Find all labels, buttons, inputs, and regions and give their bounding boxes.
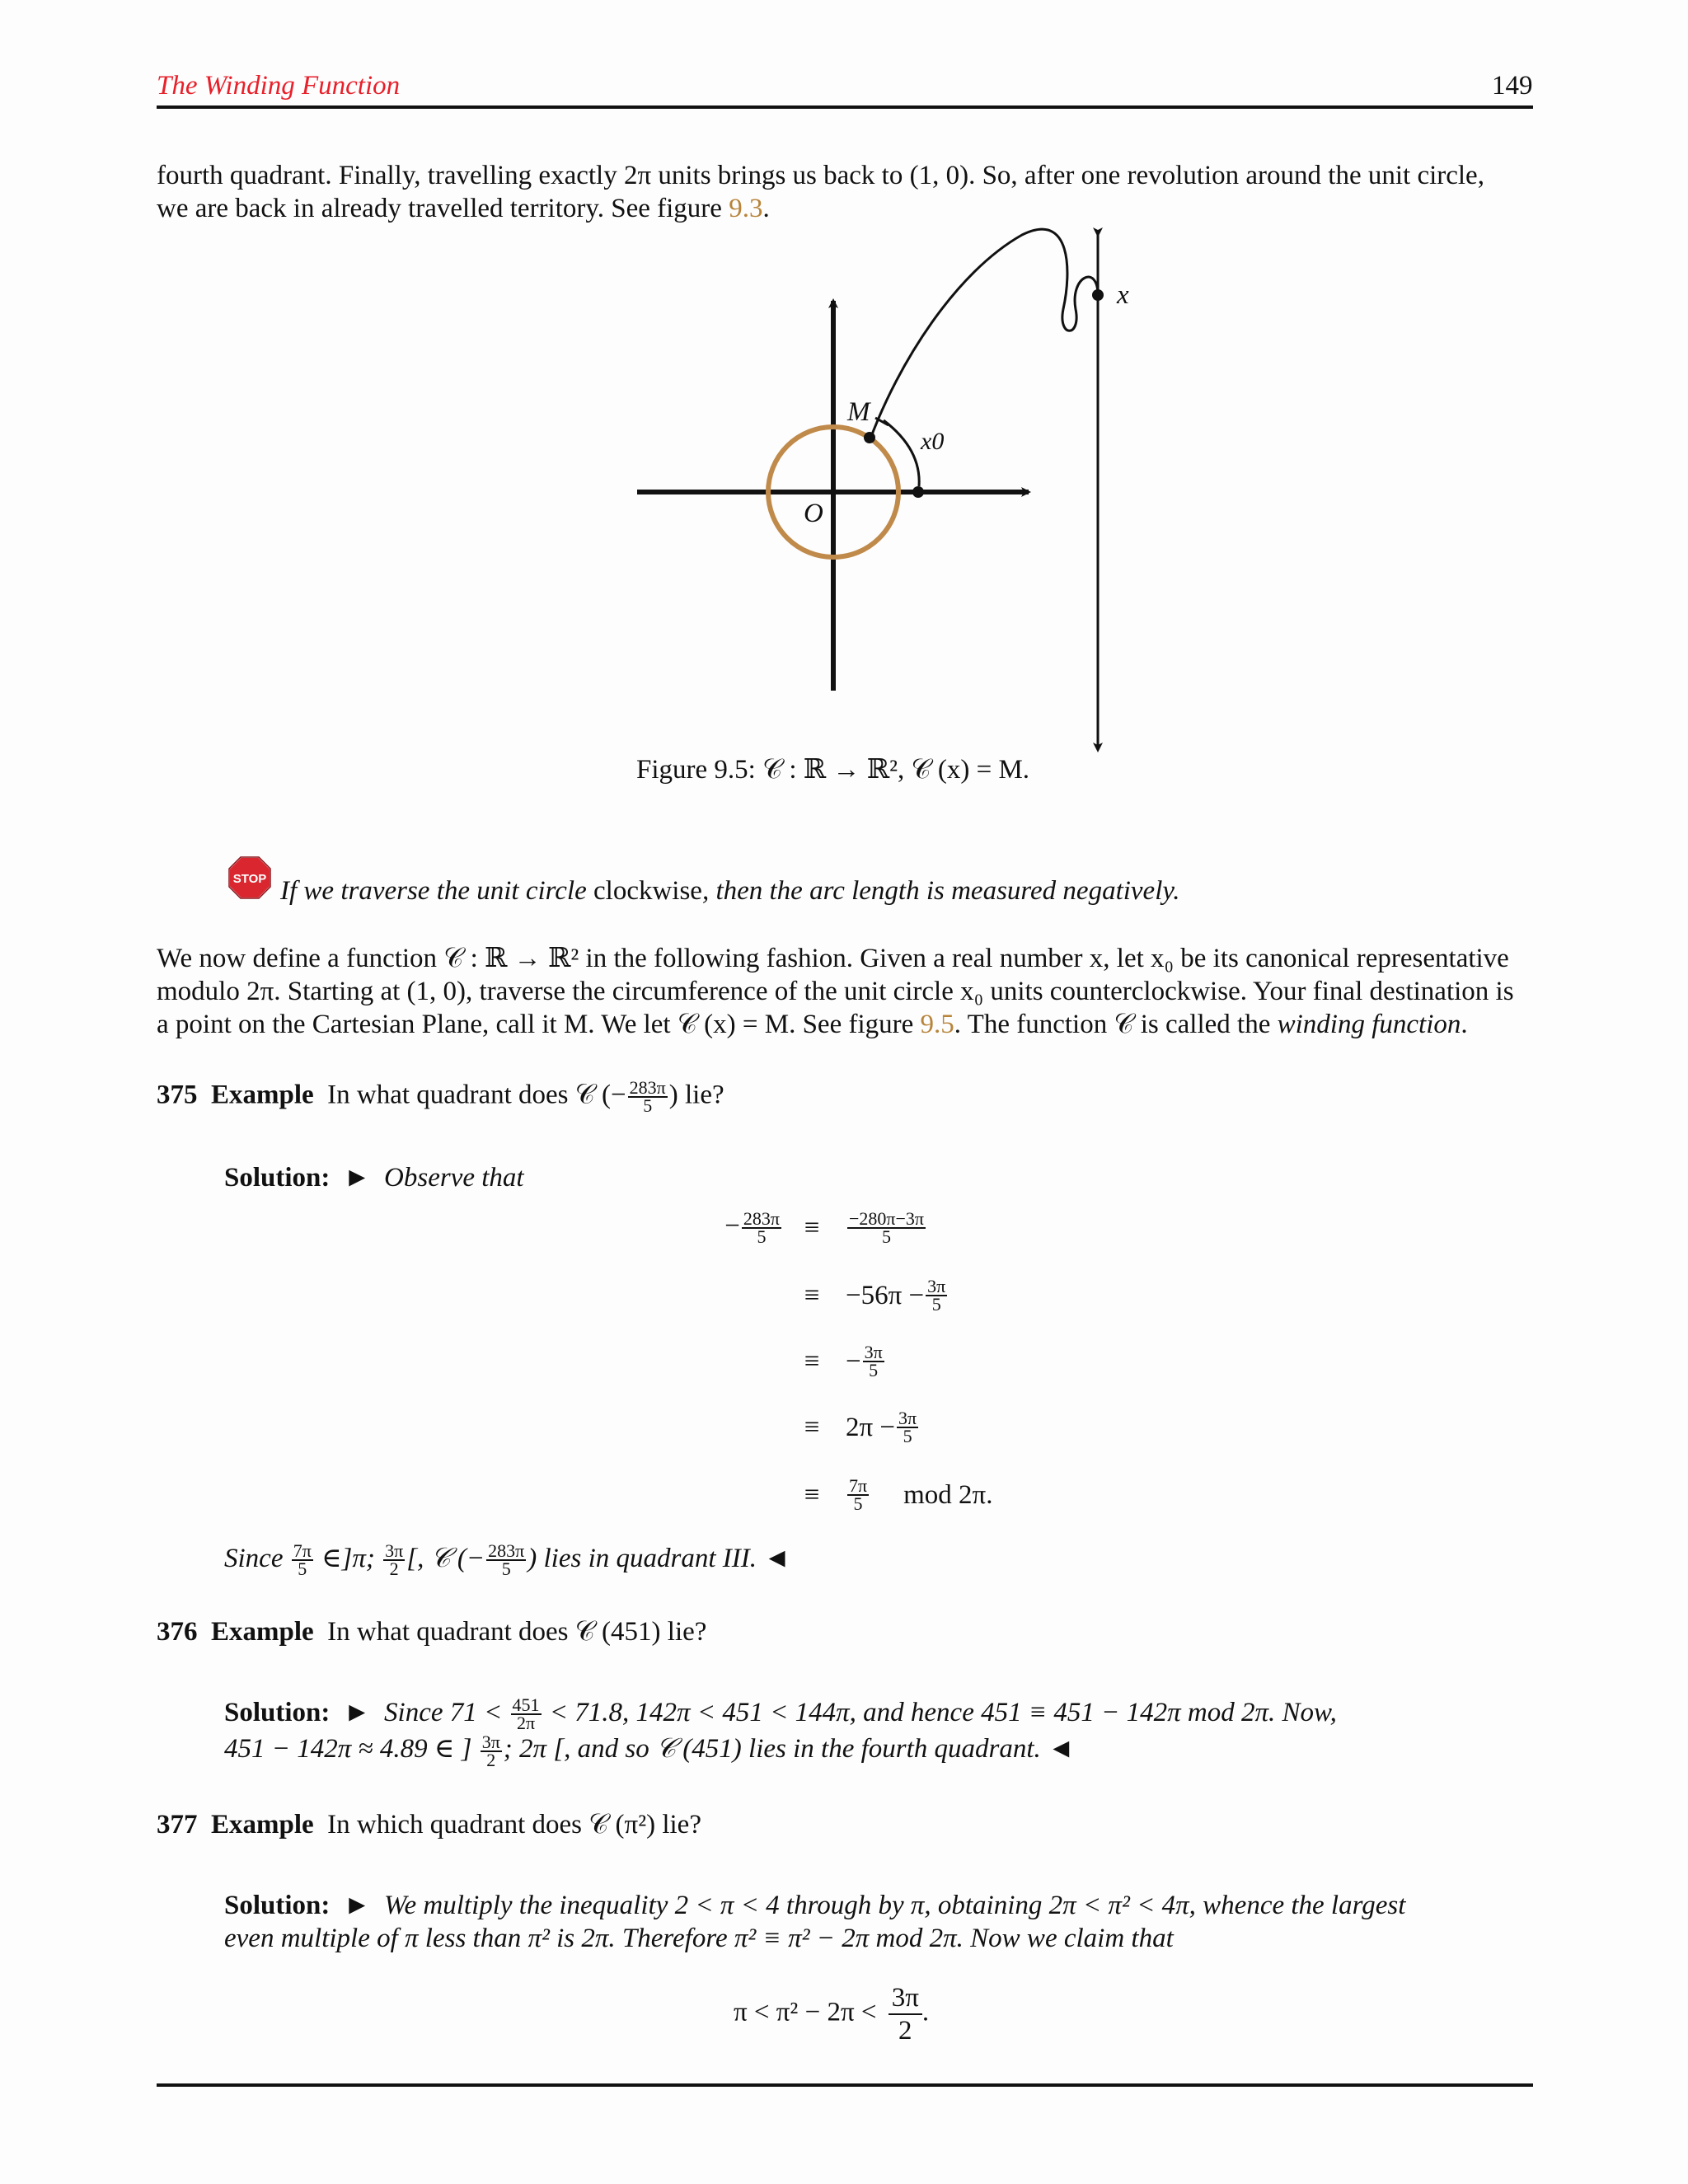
example-377-solution: Solution: ► We multiply the inequality 2 < π < 4 through by π, obtaining 2π < π² < 4π, whence the largest even multiple of π less than π² is 2π. Therefore π² ≡ π² − 2π mod 2π. Now we claim that xyxy=(224,1891,1406,1953)
example-376-solution: Solution: ► Since 71 < $\frac{451}{2\pi}$ < 71.8, 142π < 451 < 144π, and hence 451 ≡ 451 − 142π mod 2π. Now, 451 − 142π ≈ 4.89 ∈ ] $\frac{3\pi}{2}$ ; 2π [, and so 𝒞 (451) lies in the fourth quadrant. ◄ xyxy=(224,1694,1337,1770)
figure-caption: Figure 9.5: 𝒞 : ℝ → ℝ², 𝒞 (x) = M. xyxy=(636,755,1030,785)
x0-arc xyxy=(884,420,919,486)
equivalence-row: ≡ 2π − $\frac{3\pi}{5}$ xyxy=(804,1408,917,1446)
label-x: x xyxy=(1117,280,1129,310)
example-376-heading: 376 Example In what quadrant does 𝒞 (451) lie? xyxy=(157,1617,707,1647)
label-M: M xyxy=(847,397,870,427)
header-rule xyxy=(157,105,1533,109)
wrapping-curve xyxy=(870,229,1098,441)
definition-line-2: modulo 2π. Starting at (1, 0), traverse the circumference of the unit circle x₀ units counterclockwise. Your final destination is xyxy=(157,977,1514,1006)
definition-line-3: a point on the Cartesian Plane, call it M. We let 𝒞 (x) = M. See figure 9.5. The function 𝒞 is called the winding function. xyxy=(157,1010,1468,1039)
point-start xyxy=(912,486,924,498)
figure-link-9-3[interactable]: 9.3 xyxy=(729,194,763,223)
intro-line-1: fourth quadrant. Finally, travelling exactly 2π units brings us back to (1, 0). So, after one revolution around the unit circle, xyxy=(157,161,1484,190)
example-377-display-inequality: π < π² − 2π < $\frac{3\pi}{2}$ . xyxy=(734,1983,930,2046)
winding-function-figure xyxy=(626,218,1187,762)
page-number: 149 xyxy=(1492,71,1533,101)
example-375-conclusion: Since $\frac{7\pi}{5}$ ∈]π; $\frac{3\pi}{2}$ [, 𝒞 (− $\frac{283\pi}{5}$ ) lies in quadrant III. ◄ xyxy=(224,1540,790,1580)
svg-text:STOP: STOP xyxy=(232,872,267,886)
intro-paragraph xyxy=(157,159,1541,225)
definition-paragraph xyxy=(157,942,1541,1041)
running-title: The Winding Function xyxy=(157,71,401,101)
point-x xyxy=(1092,289,1104,301)
footer-rule xyxy=(157,2083,1533,2087)
stop-note: If we traverse the unit circle clockwise, then the arc length is measured negatively. xyxy=(280,876,1180,906)
equivalence-row: − $\frac{283\pi}{5}$ ≡ $\frac{-280\pi-3\pi}{5}$ xyxy=(724,1208,925,1247)
equivalence-row: ≡ − $\frac{3\pi}{5}$ xyxy=(804,1342,883,1380)
example-377-heading: 377 Example In which quadrant does 𝒞 (π²) lie? xyxy=(157,1810,701,1840)
label-x0: x0 xyxy=(921,428,945,455)
intro-line-2: we are back in already travelled territory. See figure 9.3. xyxy=(157,194,770,223)
example-375-heading: 375 Example In what quadrant does 𝒞 (− $\frac{283\pi}{5}$ ) lie? xyxy=(157,1077,724,1116)
stop-sign-icon xyxy=(227,855,272,900)
point-M xyxy=(864,432,875,443)
equivalence-row: ≡ −56π − $\frac{3\pi}{5}$ xyxy=(804,1276,946,1315)
label-O: O xyxy=(804,499,823,528)
example-375-solution-intro: Solution: ► Observe that xyxy=(224,1163,524,1193)
figure-link-9-5[interactable]: 9.5 xyxy=(920,1010,954,1039)
equivalence-row: ≡ $\frac{7\pi}{5}$ mod 2π. xyxy=(804,1475,993,1514)
definition-line-1: We now define a function 𝒞 : ℝ → ℝ² in the following fashion. Given a real number x, let x₀ be its canonical representative xyxy=(157,944,1509,973)
